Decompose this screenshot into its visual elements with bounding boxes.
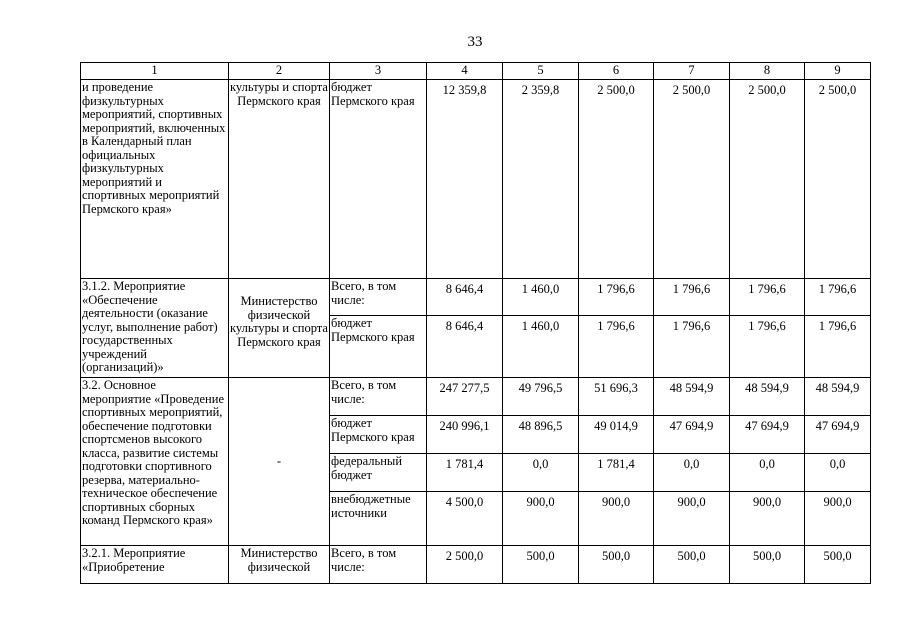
activity-name: 3.1.2. Мероприятие «Обеспечение деятельности (оказание услуг, выполнение работ) государственных учреждений (организаций)» bbox=[81, 279, 229, 378]
executor: культуры и спорта Пермского края bbox=[229, 80, 330, 279]
value-cell: 8 646,4 bbox=[427, 316, 503, 378]
value-cell: 500,0 bbox=[503, 546, 579, 584]
value-cell: 1 796,6 bbox=[805, 279, 871, 316]
table-row bbox=[81, 80, 871, 279]
value-cell: 500,0 bbox=[579, 546, 654, 584]
value-cell: 1 796,6 bbox=[805, 316, 871, 378]
value-cell: 47 694,9 bbox=[730, 416, 805, 454]
value-cell: 1 796,6 bbox=[654, 279, 730, 316]
table-row bbox=[81, 378, 871, 416]
value-cell: 500,0 bbox=[730, 546, 805, 584]
value-cell: 2 500,0 bbox=[805, 80, 871, 279]
value-cell: 8 646,4 bbox=[427, 279, 503, 316]
value-cell: 0,0 bbox=[805, 454, 871, 492]
budget-table bbox=[80, 62, 871, 584]
value-cell: 47 694,9 bbox=[805, 416, 871, 454]
value-cell: 1 781,4 bbox=[579, 454, 654, 492]
header-cell: 7 bbox=[654, 63, 730, 80]
page-number: 33 bbox=[467, 34, 483, 50]
table-row bbox=[81, 546, 871, 584]
funding-source: Всего, в том числе: bbox=[330, 279, 427, 316]
value-cell: 900,0 bbox=[579, 492, 654, 546]
header-cell: 3 bbox=[330, 63, 427, 80]
value-cell: 900,0 bbox=[730, 492, 805, 546]
value-cell: 2 500,0 bbox=[427, 546, 503, 584]
value-cell: 2 500,0 bbox=[579, 80, 654, 279]
value-cell: 900,0 bbox=[654, 492, 730, 546]
activity-name: и проведение физкультурных мероприятий, спортивных мероприятий, включенных в Календарный план официальных физкультурных мероприятий и спортивных мероприятий Пермского края» bbox=[81, 80, 229, 279]
value-cell: 12 359,8 bbox=[427, 80, 503, 279]
value-cell: 0,0 bbox=[730, 454, 805, 492]
value-cell: 1 460,0 bbox=[503, 279, 579, 316]
value-cell: 48 594,9 bbox=[730, 378, 805, 416]
header-cell: 2 bbox=[229, 63, 330, 80]
value-cell: 2 359,8 bbox=[503, 80, 579, 279]
activity-name: 3.2.1. Мероприятие «Приобретение bbox=[81, 546, 229, 584]
header-cell: 4 bbox=[427, 63, 503, 80]
value-cell: 48 896,5 bbox=[503, 416, 579, 454]
value-cell: 0,0 bbox=[503, 454, 579, 492]
value-cell: 900,0 bbox=[503, 492, 579, 546]
value-cell: 48 594,9 bbox=[805, 378, 871, 416]
executor: Министерство физической культуры и спорта Пермского края bbox=[229, 279, 330, 378]
value-cell: 247 277,5 bbox=[427, 378, 503, 416]
value-cell: 49 014,9 bbox=[579, 416, 654, 454]
executor: Министерство физической bbox=[229, 546, 330, 584]
value-cell: 51 696,3 bbox=[579, 378, 654, 416]
value-cell: 48 594,9 bbox=[654, 378, 730, 416]
value-cell: 49 796,5 bbox=[503, 378, 579, 416]
value-cell: 1 796,6 bbox=[579, 279, 654, 316]
header-cell: 6 bbox=[579, 63, 654, 80]
value-cell: 1 796,6 bbox=[579, 316, 654, 378]
value-cell: 1 796,6 bbox=[730, 316, 805, 378]
funding-source: бюджет Пермского края bbox=[330, 80, 427, 279]
value-cell: 500,0 bbox=[654, 546, 730, 584]
funding-source: внебюджетные источники bbox=[330, 492, 427, 546]
funding-source: бюджет Пермского края bbox=[330, 416, 427, 454]
header-cell: 5 bbox=[503, 63, 579, 80]
value-cell: 2 500,0 bbox=[730, 80, 805, 279]
funding-source: Всего, в том числе: bbox=[330, 378, 427, 416]
funding-source: федеральный бюджет bbox=[330, 454, 427, 492]
value-cell: 240 996,1 bbox=[427, 416, 503, 454]
value-cell: 2 500,0 bbox=[654, 80, 730, 279]
executor: - bbox=[229, 378, 330, 546]
value-cell: 0,0 bbox=[654, 454, 730, 492]
header-cell: 8 bbox=[730, 63, 805, 80]
activity-name: 3.2. Основное мероприятие «Проведение спортивных мероприятий, обеспечение подготовки спортсменов высокого класса, развитие системы подготовки спортивного резерва, материально-техническое обеспечение спортивных сборных команд Пермского края» bbox=[81, 378, 229, 546]
header-cell: 1 bbox=[81, 63, 229, 80]
table-row bbox=[81, 279, 871, 316]
funding-source: Всего, в том числе: bbox=[330, 546, 427, 584]
header-cell: 9 bbox=[805, 63, 871, 80]
value-cell: 47 694,9 bbox=[654, 416, 730, 454]
value-cell: 1 460,0 bbox=[503, 316, 579, 378]
funding-source: бюджет Пермского края bbox=[330, 316, 427, 378]
value-cell: 4 500,0 bbox=[427, 492, 503, 546]
value-cell: 1 796,6 bbox=[654, 316, 730, 378]
header-row bbox=[81, 63, 871, 80]
value-cell: 1 781,4 bbox=[427, 454, 503, 492]
value-cell: 1 796,6 bbox=[730, 279, 805, 316]
value-cell: 500,0 bbox=[805, 546, 871, 584]
value-cell: 900,0 bbox=[805, 492, 871, 546]
